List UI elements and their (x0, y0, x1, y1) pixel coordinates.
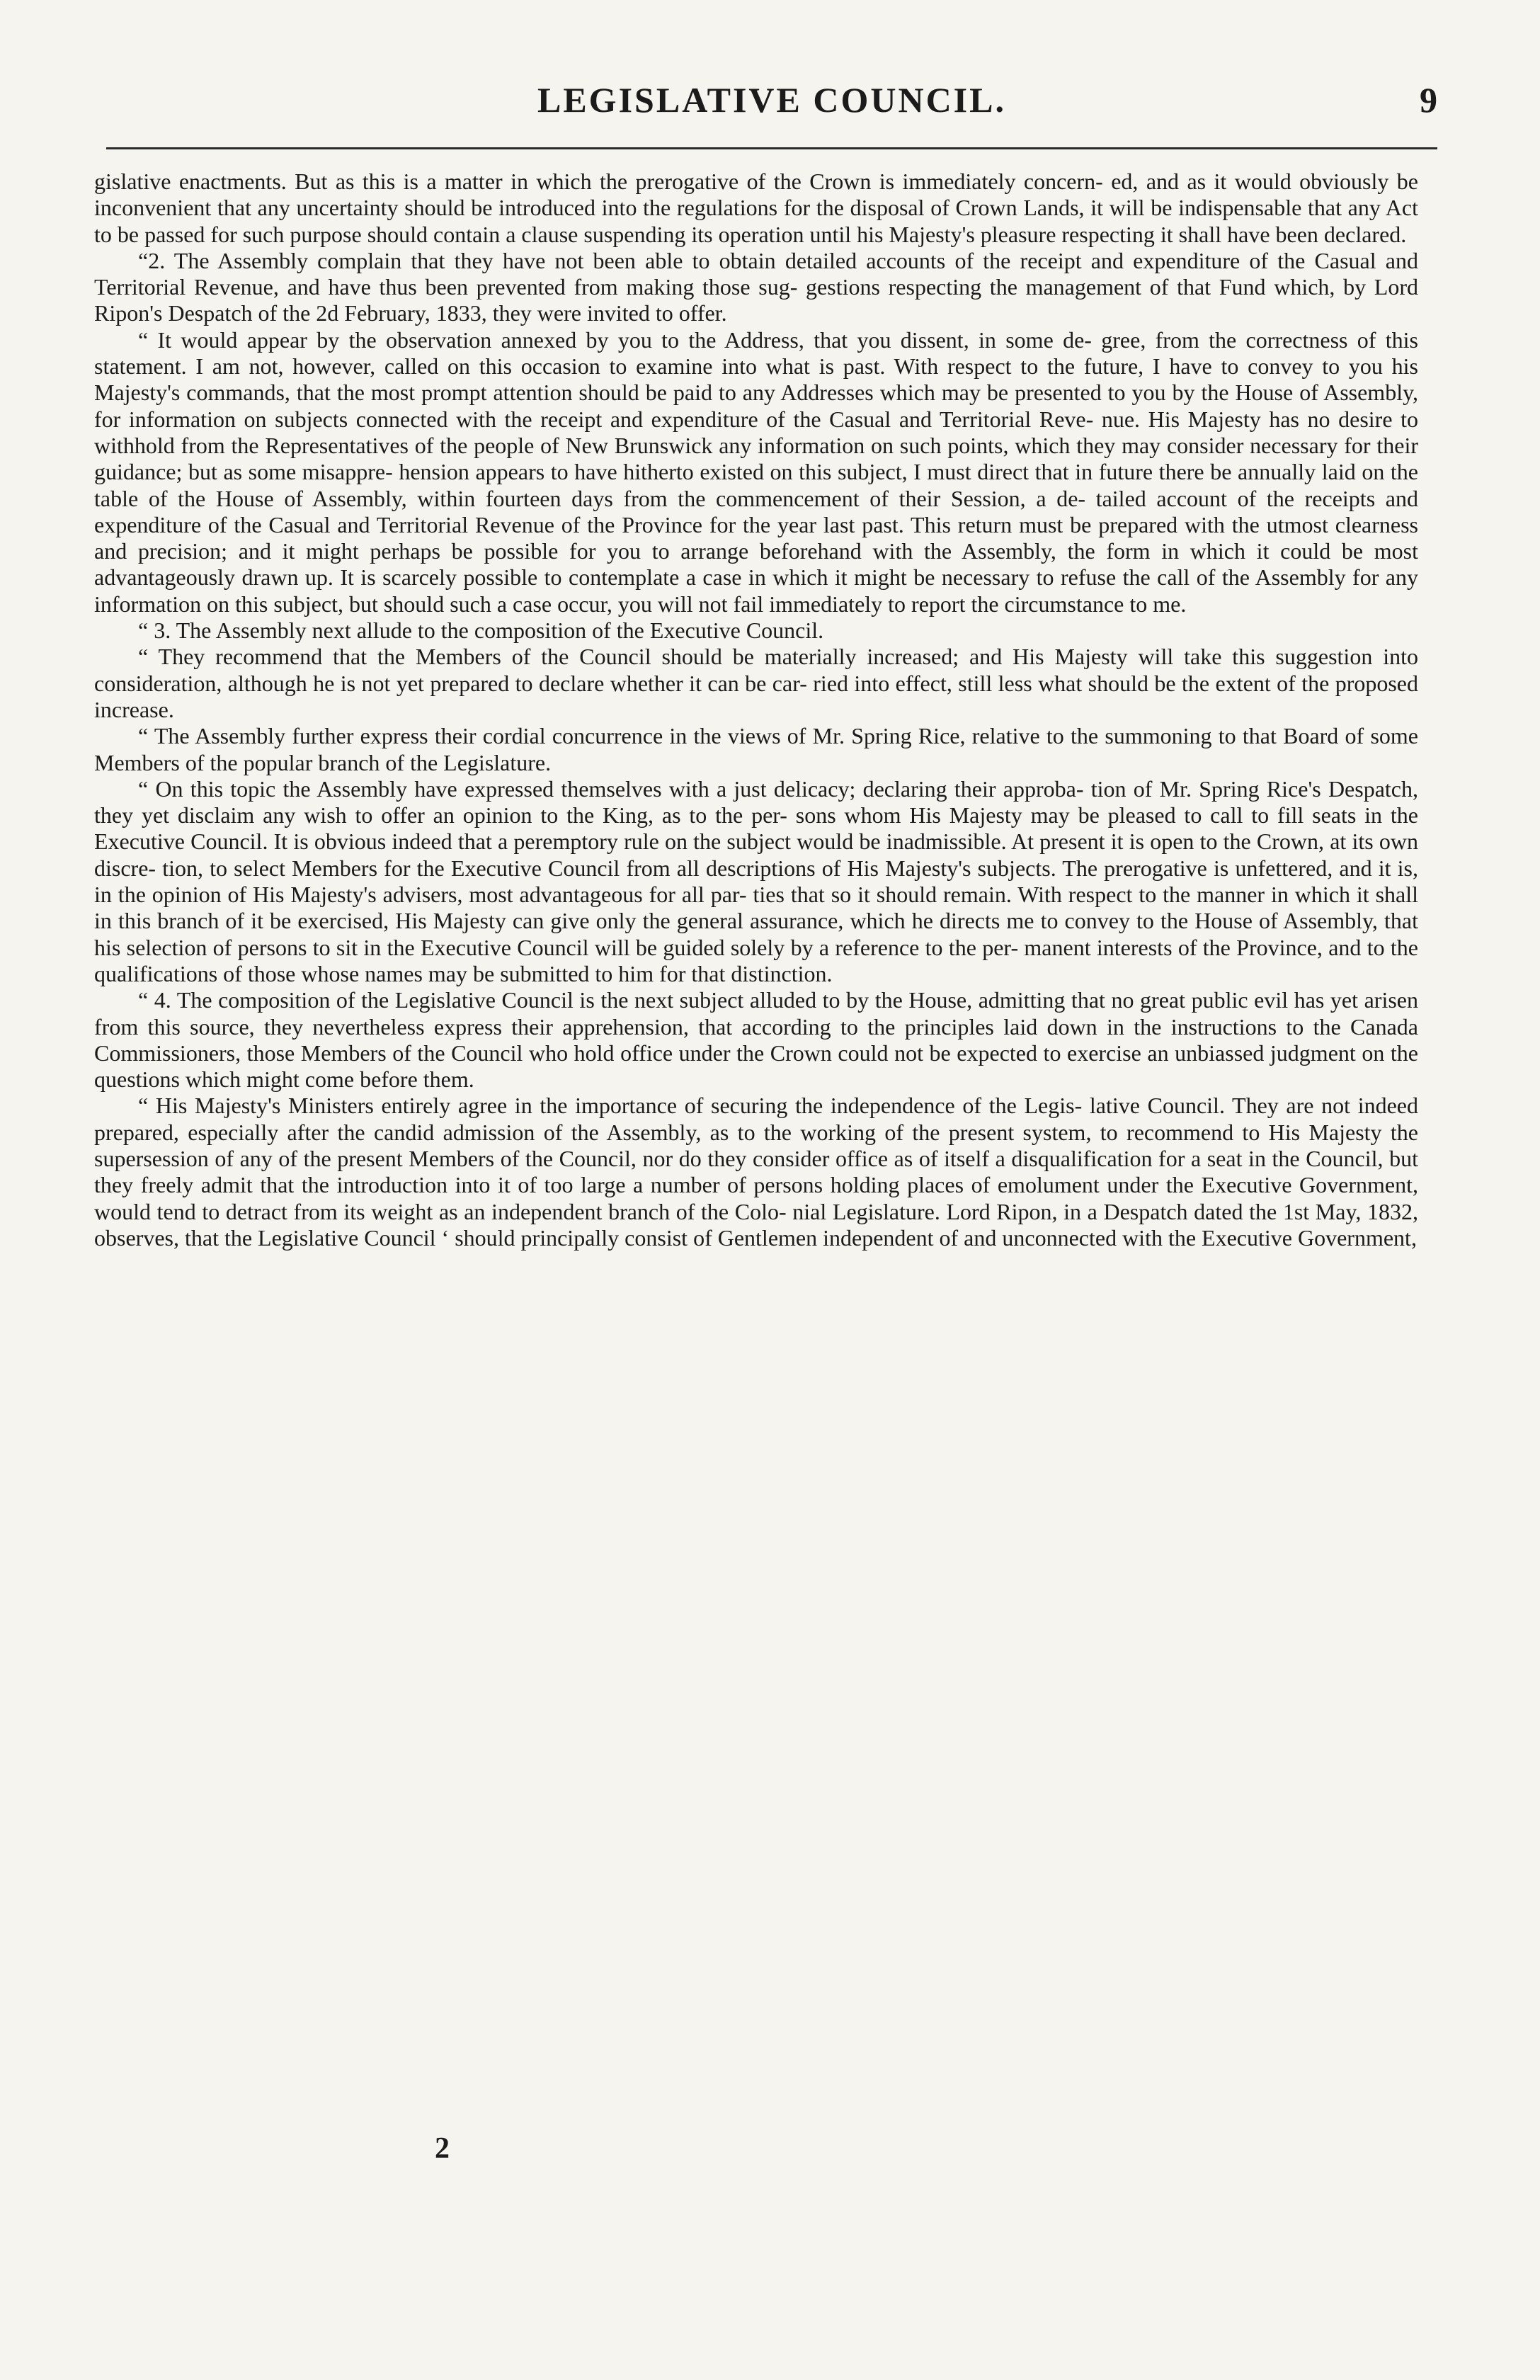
signature-mark: 2 (435, 2132, 450, 2165)
page-number: 9 (1420, 80, 1437, 120)
paragraph: “ On this topic the Assembly have expressed themselves with a just delicacy; declaring their approba- tion of Mr. Spring Rice's Despatch, they yet disclaim any wish to offer an opinion to the King, as to the per- sons whom His Majesty may be pleased to call to fill seats in the Executive Council. It is obvious indeed that a peremptory rule on the subject would be inadmissible. At present it is open to the Crown, at its own discre- tion, to select Members for the Executive Council from all descriptions of His Majesty's subjects. The prerogative is unfettered, and it is, in the opinion of His Majesty's advisers, most advantageous for all par- ties that so it should remain. With respect to the manner in which it shall in this branch of it be exercised, His Majesty can give only the general assurance, which he directs me to convey to the House of Assembly, that his selection of persons to sit in the Executive Council will be guided solely by a reference to the per- manent interests of the Province, and to the qualifications of those whose names may be submitted to him for that distinction. (94, 775, 1418, 986)
paragraph: “ 4. The composition of the Legislative Council is the next subject alluded to by the House, admitting that no great public evil has yet arisen from this source, they nevertheless express their apprehension, that according to the principles laid down in the instructions to the Canada Commissioners, those Members of the Council who hold office under the Crown could not be expected to exercise an unbiassed judgment on the questions which might come before them. (94, 987, 1418, 1093)
paragraph: “ It would appear by the observation annexed by you to the Address, that you dissent, in some de- gree, from the correctness of this statement. I am not, however, called on this occasion to examine into what is past. With respect to the future, I have to convey to you his Majesty's commands, that the most prompt attention should be paid to any Addresses which may be presented to you by the House of Assembly, for information on subjects connected with the receipt and expenditure of the Casual and Territorial Reve- nue. His Majesty has no desire to withhold from the Representatives of the people of New Brunswick any information on such points, which they may consider necessary for their guidance; but as some misappre- hension appears to have hitherto existed on this subject, I must direct that in future there be annually laid on the table of the House of Assembly, within fourteen days from the commencement of their Session, a de- tailed account of the receipts and expenditure of the Casual and Territorial Revenue of the Province for the year last past. This return must be prepared with the utmost clearness and precision; and it might perhaps be possible for you to arrange beforehand with the Assembly, the form in which it could be most advantageously drawn up. It is scarcely possible to contemplate a case in which it might be necessary to refuse the call of the Assembly for any information on this subject, but should such a case occur, you will not fail immediately to report the circumstance to me. (94, 326, 1418, 617)
running-head (106, 79, 1437, 136)
paragraph: “2. The Assembly complain that they have not been able to obtain detailed accounts of the receipt and expenditure of the Casual and Territorial Revenue, and have thus been prevented from making those sug- gestions respecting the management of that Fund which, by Lord Ripon's Despatch of the 2d February, 1833, they were invited to offer. (94, 247, 1418, 326)
paragraph: “ 3. The Assembly next allude to the composition of the Executive Council. (138, 617, 824, 644)
paragraph: gislative enactments. But as this is a matter in which the prerogative of the Crown is immediately concern- ed, and as it would obviously be inconvenient that any uncertainty should be introduced into the regulations for the disposal of Crown Lands, it will be indispensable that any Act to be passed for such purpose should contain a clause suspending its operation until his Majesty's pleasure respecting it shall have been declared. (94, 169, 1418, 247)
page-title: LEGISLATIVE COUNCIL. (537, 80, 1006, 120)
paragraph: “ They recommend that the Members of the Council should be materially increased; and His Majesty will take this suggestion into consideration, although he is not yet prepared to declare whether it can be car- ried into effect, still less what should be the extent of the proposed increase. (94, 644, 1418, 722)
paragraph: “ His Majesty's Ministers entirely agree in the importance of securing the independence of the Legis- lative Council. They are not indeed prepared, especially after the candid admission of the Assembly, as to the working of the present system, to recommend to His Majesty the supersession of any of the present Members of the Council, nor do they consider office as of itself a disqualification for a seat in the Council, but they freely admit that the introduction into it of too large a number of persons holding places of emolument under the Executive Government, would tend to detract from its weight as an independent branch of the Colo- nial Legislature. Lord Ripon, in a Despatch dated the 1st May, 1832, observes, that the Legislative Council ‘ should principally consist of Gentlemen independent of and unconnected with the Executive Government, (94, 1093, 1418, 1251)
header-rule (106, 147, 1437, 149)
paragraph: “ The Assembly further express their cordial concurrence in the views of Mr. Spring Rice, relative to the summoning to that Board of some Members of the popular branch of the Legislature. (94, 723, 1418, 775)
body-text (94, 169, 1418, 1251)
